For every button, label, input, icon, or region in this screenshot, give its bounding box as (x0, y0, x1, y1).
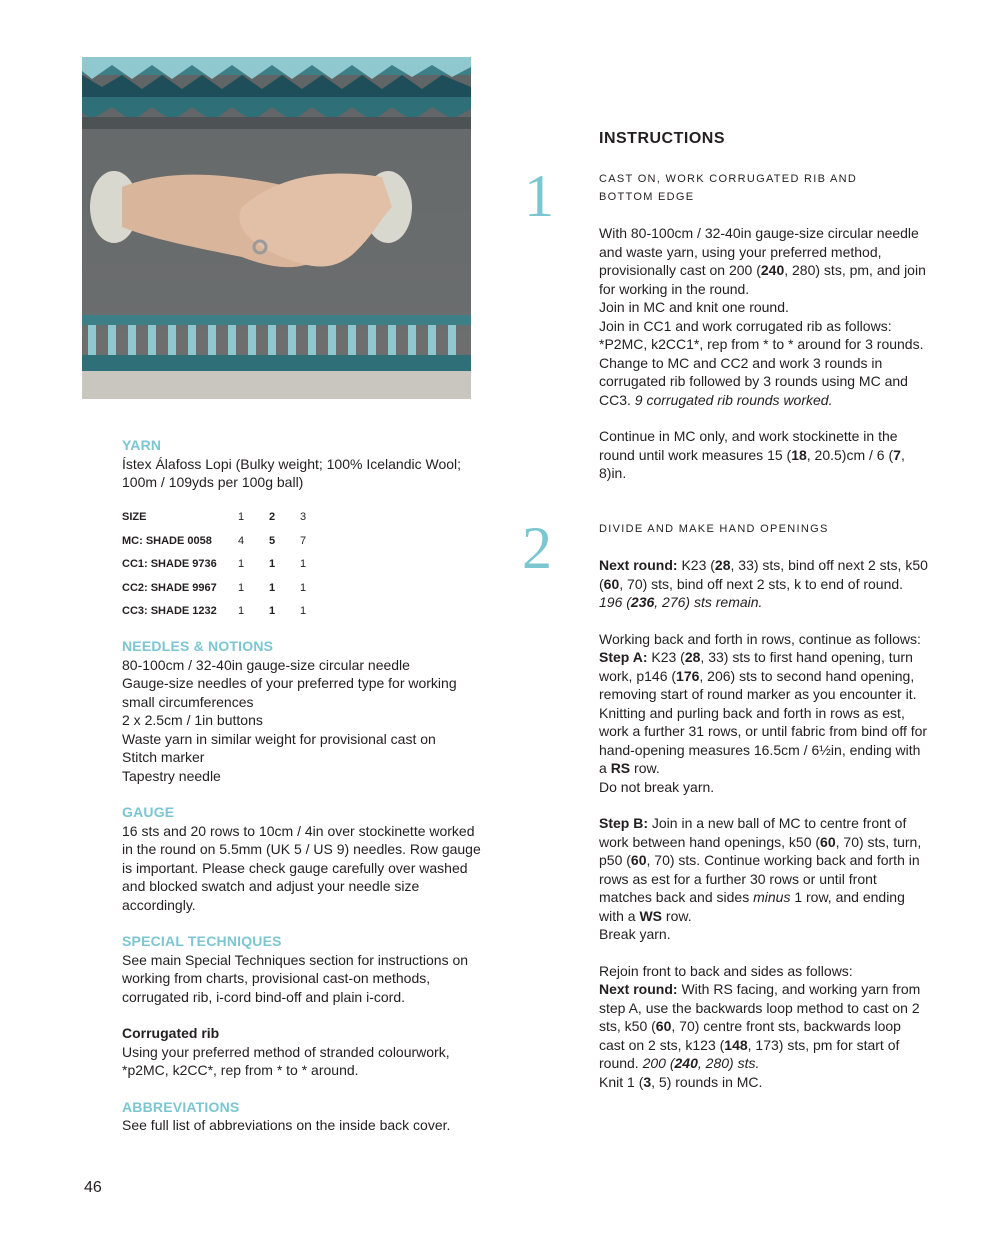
table-cell: 2 (269, 511, 276, 523)
left-column (122, 436, 482, 1135)
page-number: 46 (84, 1179, 102, 1196)
corrugated-rib-heading: Corrugated rib (122, 1025, 220, 1041)
step-2-para: Step A: K23 (28, 33) sts to first hand opening, turn work, p146 (176, 206) sts to second hand opening, removing start of round marker as you encounter it. (599, 649, 917, 702)
gauge-text: 16 sts and 20 rows to 10cm / 4in over stockinette worked in the round on 5.5mm (UK 5 / US 9) needles. Row gauge is important. Please check gauge carefully over washed and blocked swatch and adjust your needle size accordingly. (122, 822, 481, 913)
table-cell: 1 (300, 581, 307, 594)
sweater-photo (82, 57, 471, 399)
step-1-para: Join in CC1 and work corrugated rib as follows: *P2MC, k2CC1*, rep from * to * around for 3 rounds. (599, 317, 924, 352)
step-2-para: Next round: With RS facing, and working yarn from step A, use the backwards loop method to cast on 2 sts, k50 (60, 70) centre front sts, backwards loop cast on 2 sts, k123 (148, 173) sts, pm for start of round. 200 (240, 280) sts. (599, 981, 921, 1071)
table-cell: 4 (238, 534, 245, 547)
step-1-para: With 80-100cm / 32-40in gauge-size circular needle and waste yarn, using your preferred method, provisionally cast on 200 (240, 280) sts, pm, and join for working in the round. (599, 225, 926, 297)
needles-line: Stitch marker (122, 749, 205, 765)
step-number-2: 2 (522, 515, 552, 581)
step-number-1: 1 (524, 163, 554, 229)
table-row (122, 506, 331, 530)
table-row (122, 600, 331, 624)
table-cell: 1 (238, 558, 245, 570)
special-techniques-heading: SPECIAL TECHNIQUES (122, 933, 282, 949)
abbreviations-heading: ABBREVIATIONS (122, 1098, 240, 1115)
table-cell: 1 (238, 581, 245, 594)
instructions-heading: INSTRUCTIONS (599, 130, 725, 147)
needles-line: Waste yarn in similar weight for provisional cast on (122, 730, 436, 747)
corrugated-rib-text: Using your preferred method of stranded colourwork, *p2MC, k2CC*, rep from * to * around. (122, 1043, 450, 1078)
abbreviations-text: See full list of abbreviations on the inside back cover. (122, 1117, 451, 1133)
table-cell: 1 (238, 511, 245, 523)
size-label: SIZE (122, 511, 147, 523)
table-row (122, 553, 331, 577)
table-cell: 5 (269, 534, 276, 547)
needles-line: 80-100cm / 32-40in gauge-size circular needle (122, 656, 410, 673)
needles-line: Tapestry needle (122, 767, 221, 784)
yarn-table (122, 506, 331, 624)
needles-line: Gauge-size needles of your preferred type for working small circumferences (122, 675, 457, 710)
row-label: CC1: SHADE 9736 (122, 558, 217, 570)
step-2-para: Do not break yarn. (599, 778, 715, 795)
step-1-body (599, 224, 929, 483)
gauge-heading: GAUGE (122, 804, 175, 820)
step-1-para: Continue in MC only, and work stockinette in the round until work measures 15 (18, 20.5)cm / 6 (7, 8)in. (599, 428, 905, 481)
row-label: CC2: SHADE 9967 (122, 581, 217, 594)
step-2-para: Working back and forth in rows, continue as follows: (599, 630, 921, 647)
row-label: MC: SHADE 0058 (122, 534, 212, 547)
table-row (122, 576, 331, 600)
table-cell: 1 (269, 558, 276, 570)
table-cell: 7 (300, 534, 307, 547)
needles-line: 2 x 2.5cm / 1in buttons (122, 712, 263, 728)
table-cell: 1 (269, 581, 276, 594)
step-2-para: Next round: K23 (28, 33) sts, bind off next 2 sts, k50 (60, 70) sts, bind off next 2 sts, k to end of round. 196 (236, 276) sts remain. (599, 557, 928, 610)
step-2-para: Knitting and purling back and forth in rows as est, work a further 31 rows, or until fabric from bind off for hand-opening measures 16.5cm / 6½in, ending with a RS row. (599, 704, 928, 776)
step-2-body (599, 556, 929, 1091)
table-cell: 1 (300, 605, 307, 617)
step-2-para: Rejoin front to back and sides as follows: (599, 962, 853, 979)
yarn-heading: YARN (122, 437, 162, 453)
step-2-para: Step B: Join in a new ball of MC to centre front of work between hand openings, k50 (60, 70) sts, turn, p50 (60, 70) sts. Continue working back and forth in rows as est for a further 30 rows or until front matches back and sides minus 1 row, and ending with a WS row. (599, 815, 922, 924)
table-cell: 1 (238, 605, 245, 617)
table-cell: 1 (269, 605, 276, 617)
yarn-description: Ístex Álafoss Lopi (Bulky weight; 100% Icelandic Wool; 100m / 109yds per 100g ball) (122, 455, 462, 490)
step-1-para: Join in MC and knit one round. (599, 299, 789, 315)
step-2-para: Break yarn. (599, 926, 671, 942)
table-cell: 3 (300, 511, 307, 523)
table-row (122, 529, 331, 553)
step-1-para: Change to MC and CC2 and work 3 rounds in corrugated rib followed by 3 rounds using MC and CC3. 9 corrugated rib rounds worked. (599, 354, 908, 408)
step-1-title: CAST ON, WORK CORRUGATED RIB AND BOTTOM EDGE (599, 173, 858, 203)
special-techniques-text: See main Special Techniques section for instructions on working from charts, provisional cast-on methods, corrugated rib, i-cord bind-off and plain i-cord. (122, 951, 469, 1005)
table-cell: 1 (300, 558, 307, 570)
needles-heading: NEEDLES & NOTIONS (122, 638, 274, 654)
step-2-title: DIVIDE AND MAKE HAND OPENINGS (599, 523, 829, 535)
row-label: CC3: SHADE 1232 (122, 605, 217, 617)
step-2-para: Knit 1 (3, 5) rounds in MC. (599, 1073, 763, 1090)
